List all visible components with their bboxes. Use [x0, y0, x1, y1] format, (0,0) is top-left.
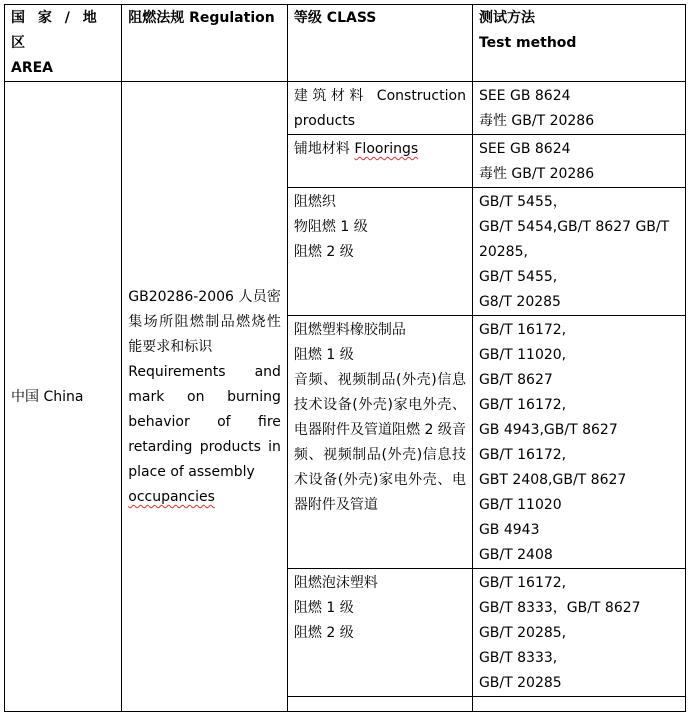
header-row: [5, 5, 686, 82]
class-cell: 阻燃塑料橡胶制品 阻燃 1 级 音频、视频制品(外壳)信息技术设备(外壳)家电外壳、电器附件及管道阻燃 2 级音频、视频制品(外壳)信息技术设备(外壳)家电外壳、电器附件及管道: [287, 316, 472, 569]
area-cell: 中国 China: [5, 82, 122, 712]
method-cell: GB/T 16172, GB/T 8333，GB/T 8627 GB/T 20285, GB/T 8333, GB/T 20285: [472, 569, 685, 697]
class-cell: 建筑材料 Construction products: [287, 82, 472, 135]
regulation-zh: GB20286-2006 人员密集场所阻燃制品燃烧性能要求和标识: [128, 289, 281, 355]
method-cell: GB/T 16172, GB/T 11020, GB/T 8627 GB/T 16172, GB 4943,GB/T 8627 GB/T 16172, GBT 2408,GB/T 8627 GB/T 11020 GB 4943 GB/T 2408: [472, 316, 685, 569]
table-row: [5, 82, 686, 135]
regulation-table: [4, 4, 686, 712]
regulation-en: Requirements and mark on burning behavior of fire retarding products in place of assembly: [128, 364, 281, 480]
class-cell: 阻燃泡沫塑料 阻燃 1 级 阻燃 2 级: [287, 569, 472, 697]
method-cell: SEE GB 8624 毒性 GB/T 20286: [472, 82, 685, 135]
regulation-en-last: occupancies: [128, 489, 215, 505]
regulation-cell: [122, 82, 288, 712]
class-cell: 铺地材料 Floorings: [287, 135, 472, 188]
method-cell: GB/T 5455， GB/T 5454,GB/T 8627 GB/T 20285, GB/T 5455, G8/T 20285: [472, 188, 685, 316]
header-class: 等级 CLASS: [287, 5, 472, 82]
method-cell: SEE GB 8624 毒性 GB/T 20286: [472, 135, 685, 188]
header-test-method: 测试方法 Test method: [472, 5, 685, 82]
header-regulation: 阻燃法规 Regulation: [122, 5, 288, 82]
class-cell: 阻燃织 物阻燃 1 级 阻燃 2 级: [287, 188, 472, 316]
class-cell-cut: [287, 697, 472, 712]
header-area: 国 家 / 地 区 AREA: [5, 5, 122, 82]
method-cell-cut: [472, 697, 685, 712]
